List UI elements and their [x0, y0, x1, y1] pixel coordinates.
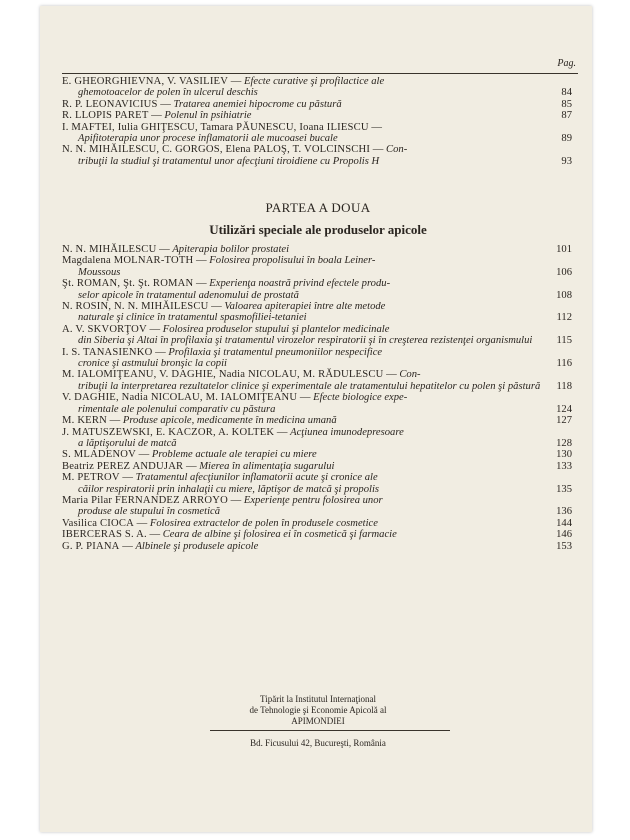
- toc-page-number: 106: [556, 266, 572, 278]
- toc-title: Produse apicole, medicamente în medicina umană: [122, 415, 337, 427]
- toc-page-number: 85: [561, 98, 572, 110]
- toc-entry: R. LLOPIS PARET — Polenul în psihiatrie 87: [62, 110, 572, 122]
- toc-authors: R. P. LEONAVICIUS: [62, 98, 158, 110]
- toc-entry: I. MAFTEI, Iulia GHIŢESCU, Tamara PĂUNESCU, Ioana ILIESCU — Apifitoterapia unor procese inflamatorii ale mucoasei bucale 89: [62, 121, 572, 145]
- toc-page-number: 87: [561, 110, 572, 122]
- toc-title-cont: cronice şi astmului bronşic la copii: [78, 358, 227, 370]
- toc-entry: N. N. MIHĂILESCU — Apiterapia bolilor prostatei 101: [62, 244, 572, 255]
- toc-title: Probleme actuale ale terapiei cu miere: [151, 449, 317, 461]
- toc-authors: Beatriz PEREZ ANDUJAR: [62, 460, 184, 472]
- toc-page-number: 93: [561, 155, 572, 167]
- toc-entry: R. P. LEONAVICIUS — Tratarea anemiei hipocrome cu păstură 85: [62, 98, 572, 110]
- toc-title: Tratamentul afecţiunilor inflamatorii acute şi cronice ale: [135, 472, 378, 484]
- toc-entry: IBERCERAS S. A. — Ceara de albine şi folosirea ei în cosmetică şi farmacie 146: [62, 529, 572, 541]
- toc-entry: Magdalena MOLNAR-TOTH — Folosirea propolisului în boala Leiner- Moussous 106: [62, 255, 572, 278]
- toc-authors: Magdalena MOLNAR-TOTH: [62, 255, 194, 267]
- colophon-line: de Tehnologie şi Economie Apicolă al: [249, 705, 387, 715]
- toc-authors: M. KERN: [62, 415, 107, 427]
- part-heading: PARTEA A DOUA: [265, 200, 371, 215]
- toc-authors: S. MLADENOV: [62, 449, 137, 461]
- toc-title: Efecte curative şi profilactice ale: [243, 76, 385, 87]
- toc-title-cont: Apifitoterapia unor procese inflamatorii ale mucoasei bucale: [78, 133, 338, 145]
- toc-title-cont: rimentale ale polenului comparativ cu păstura: [78, 403, 276, 415]
- toc-page-number: 130: [556, 449, 572, 461]
- toc-entry: Maria Pilar FERNANDEZ ARROYO — Experienţe pentru folosirea unor produse ale stupului în cosmetică 136: [62, 494, 572, 518]
- toc-entry: G. P. PIANA — Albinele şi produsele apicole 153: [62, 540, 572, 552]
- toc-page-number: 115: [556, 335, 572, 347]
- toc-authors: E. GHEORGHIEVNA, V. VASILIEV: [62, 76, 229, 87]
- toc-entry: Beatriz PEREZ ANDUJAR — Mierea în alimentaţia sugarului 133: [62, 460, 572, 472]
- toc-authors: M. PETROV: [62, 472, 120, 484]
- toc-page-number: 89: [561, 133, 572, 145]
- toc-entry: V. DAGHIE, Nadia NICOLAU, M. IALOMIŢEANU — Efecte biologice expe- rimentale ale polenului comparativ cu păstura 124: [62, 392, 572, 415]
- toc-title: Folosirea extractelor de polen în produsele cosmetice: [149, 517, 378, 529]
- toc-page-number: 146: [556, 529, 572, 541]
- toc-entry: S. MLADENOV — Probleme actuale ale terapiei cu miere 130: [62, 449, 572, 461]
- toc-title-cont: produse ale stupului în cosmetică: [78, 506, 221, 518]
- book-page: [40, 6, 592, 832]
- toc-title: Apiterapia bolilor prostatei: [172, 244, 290, 255]
- toc-page-number: 135: [556, 483, 572, 495]
- toc-authors: I. MAFTEI, Iulia GHIŢESCU, Tamara PĂUNESCU, Ioana ILIESCU: [62, 121, 369, 133]
- header-rule: [62, 73, 578, 74]
- toc-title-cont: căilor respiratorii prin inhalaţii cu miere, lăptişor de matcă şi propolis: [78, 483, 380, 495]
- toc-entry: E. GHEORGHIEVNA, V. VASILIEV — Efecte curative şi profilactice ale ghemotoacelor de polen în ulcerul deschis 84: [62, 76, 572, 99]
- toc-page-number: 136: [556, 506, 572, 518]
- page-column-label: Pag.: [557, 58, 576, 69]
- toc-entry: M. KERN — Produse apicole, medicamente în medicina umană 127: [62, 415, 572, 427]
- toc-title-cont: tribuţii la interpretarea rezultatelor clinice şi experimentale ale tratamentului hepatitelor cu polen şi păstură: [78, 380, 541, 392]
- toc-title: Ceara de albine şi folosirea ei în cosmetică şi farmacie: [162, 529, 397, 541]
- toc-authors: Maria Pilar FERNANDEZ ARROYO: [62, 494, 228, 506]
- toc-section-2: [62, 244, 574, 552]
- toc-section-1: [62, 76, 574, 167]
- toc-page-number: 112: [556, 312, 572, 324]
- toc-page-number: 144: [556, 517, 572, 529]
- toc-page-number: 84: [561, 87, 572, 99]
- toc-title: Folosirea propolisului în boala Leiner-: [209, 255, 376, 267]
- toc-authors: N. ROSIN, N. N. MIHĂILESCU: [62, 301, 209, 313]
- toc-page-number: 124: [556, 403, 572, 415]
- toc-entry: M. PETROV — Tratamentul afecţiunilor inflamatorii acute şi cronice ale căilor respiratorii prin inhalaţii cu miere, lăptişor de matcă şi propolis 135: [62, 472, 572, 495]
- toc-page-number: 101: [556, 244, 572, 255]
- colophon-line: Tipărit la Institutul Internaţional: [260, 694, 376, 704]
- toc-title: Albinele şi produsele apicole: [135, 540, 259, 552]
- toc-authors: I. S. TANASIENKO: [62, 346, 153, 358]
- toc-title: Profilaxia şi tratamentul pneumoniilor nespecifice: [168, 346, 383, 358]
- toc-entry: N. N. MIHĂILESCU, C. GORGOS, Elena PALOŞ, T. VOLCINSCHI — Con- tribuţii la studiul şi tratamentul unor afecţiuni tiroidiene cu Propolis H 93: [62, 144, 572, 167]
- toc-title-cont: din Siberia şi Altai în profilaxia şi tratamentul virozelor respiratorii şi în creşterea rezistenţei organismului: [78, 335, 533, 347]
- toc-title-cont: tribuţii la studiul şi tratamentul unor afecţiuni tiroidiene cu Propolis H: [78, 155, 380, 167]
- toc-title: Experienţa noastră privind efectele produ-: [209, 278, 391, 290]
- toc-authors: V. DAGHIE, Nadia NICOLAU, M. IALOMIŢEANU: [62, 392, 298, 404]
- part-subheading: Utilizări speciale ale produselor apicole: [209, 222, 427, 237]
- toc-title: Polenul în psihiatrie: [164, 110, 252, 122]
- toc-entry: Vasilica CIOCA — Folosirea extractelor de polen în produsele cosmetice 144: [62, 517, 572, 529]
- toc-title-cont: ghemotoacelor de polen în ulcerul deschis: [78, 87, 258, 99]
- toc-authors: Şt. ROMAN, Şt. Şt. ROMAN: [62, 278, 194, 290]
- colophon-address: Bd. Ficusului 42, Bucureşti, România: [250, 738, 386, 748]
- printer-colophon: [62, 694, 574, 727]
- toc-title: Acţiunea imunodepresoare: [290, 426, 404, 438]
- toc-title: Con-: [386, 144, 408, 156]
- toc-title: Efecte biologice expe-: [313, 392, 408, 404]
- toc-title-cont: a lăptişorului de matcă: [78, 437, 177, 449]
- toc-entry: Şt. ROMAN, Şt. Şt. ROMAN — Experienţa noastră privind efectele produ- selor apicole în tratamentul adenomului de prostată 108: [62, 278, 572, 301]
- colophon-line: APIMONDIEI: [291, 716, 345, 726]
- toc-page-number: 108: [556, 289, 572, 301]
- toc-title: Valoarea apiterapiei între alte metode: [224, 301, 386, 313]
- toc-authors: R. LLOPIS PARET: [62, 110, 149, 122]
- toc-entry: A. V. SKVORŢOV — Folosirea produselor stupului şi plantelor medicinale din Siberia şi Altai în profilaxia şi tratamentul virozelor respiratorii şi în creşterea rezistenţei organismului 115: [62, 323, 572, 347]
- toc-title: Folosirea produselor stupului şi plantelor medicinale: [162, 323, 390, 335]
- colophon-rule: [210, 730, 450, 731]
- toc-authors: N. N. MIHĂILESCU: [62, 244, 157, 255]
- toc-title-cont: selor apicole în tratamentul adenomului de prostată: [78, 289, 299, 301]
- toc-page-number: 118: [556, 380, 572, 392]
- toc-authors: G. P. PIANA: [62, 540, 120, 552]
- toc-title: Con-: [399, 369, 421, 381]
- toc-page-number: 133: [556, 460, 572, 472]
- toc-entry: N. ROSIN, N. N. MIHĂILESCU — Valoarea apiterapiei între alte metode naturale şi clinice în tratamentul spasmofiliei-tetaniei 112: [62, 301, 572, 324]
- toc-authors: M. IALOMIŢEANU, V. DAGHIE, Nadia NICOLAU, M. RĂDULESCU: [62, 369, 384, 381]
- toc-title: Experienţe pentru folosirea unor: [243, 494, 383, 506]
- toc-entry: J. MATUSZEWSKI, E. KACZOR, A. KOLTEK — Acţiunea imunodepresoare a lăptişorului de matcă 128: [62, 426, 572, 449]
- toc-authors: A. V. SKVORŢOV: [62, 323, 147, 335]
- toc-entry: M. IALOMIŢEANU, V. DAGHIE, Nadia NICOLAU, M. RĂDULESCU — Con- tribuţii la interpretarea rezultatelor clinice şi experimentale ale tratamentului hepatitelor cu polen şi păstură 118: [62, 369, 572, 392]
- toc-page-number: 116: [556, 358, 572, 370]
- toc-authors: Vasilica CIOCA: [62, 517, 134, 529]
- toc-title-cont: Moussous: [78, 266, 121, 278]
- toc-authors: IBERCERAS S. A.: [62, 529, 147, 541]
- toc-page-number: 127: [556, 415, 572, 427]
- toc-page-number: 153: [556, 540, 572, 552]
- toc-title-cont: naturale şi clinice în tratamentul spasmofiliei-tetaniei: [78, 312, 307, 324]
- toc-page-number: 128: [556, 437, 572, 449]
- toc-entry: I. S. TANASIENKO — Profilaxia şi tratamentul pneumoniilor nespecifice cronice şi astmului bronşic la copii 116: [62, 346, 572, 370]
- toc-title: Tratarea anemiei hipocrome cu păstură: [173, 98, 342, 110]
- toc-authors: J. MATUSZEWSKI, E. KACZOR, A. KOLTEK: [62, 426, 275, 438]
- toc-title: Mierea în alimentaţia sugarului: [199, 460, 335, 472]
- toc-authors: N. N. MIHĂILESCU, C. GORGOS, Elena PALOŞ, T. VOLCINSCHI: [62, 144, 371, 156]
